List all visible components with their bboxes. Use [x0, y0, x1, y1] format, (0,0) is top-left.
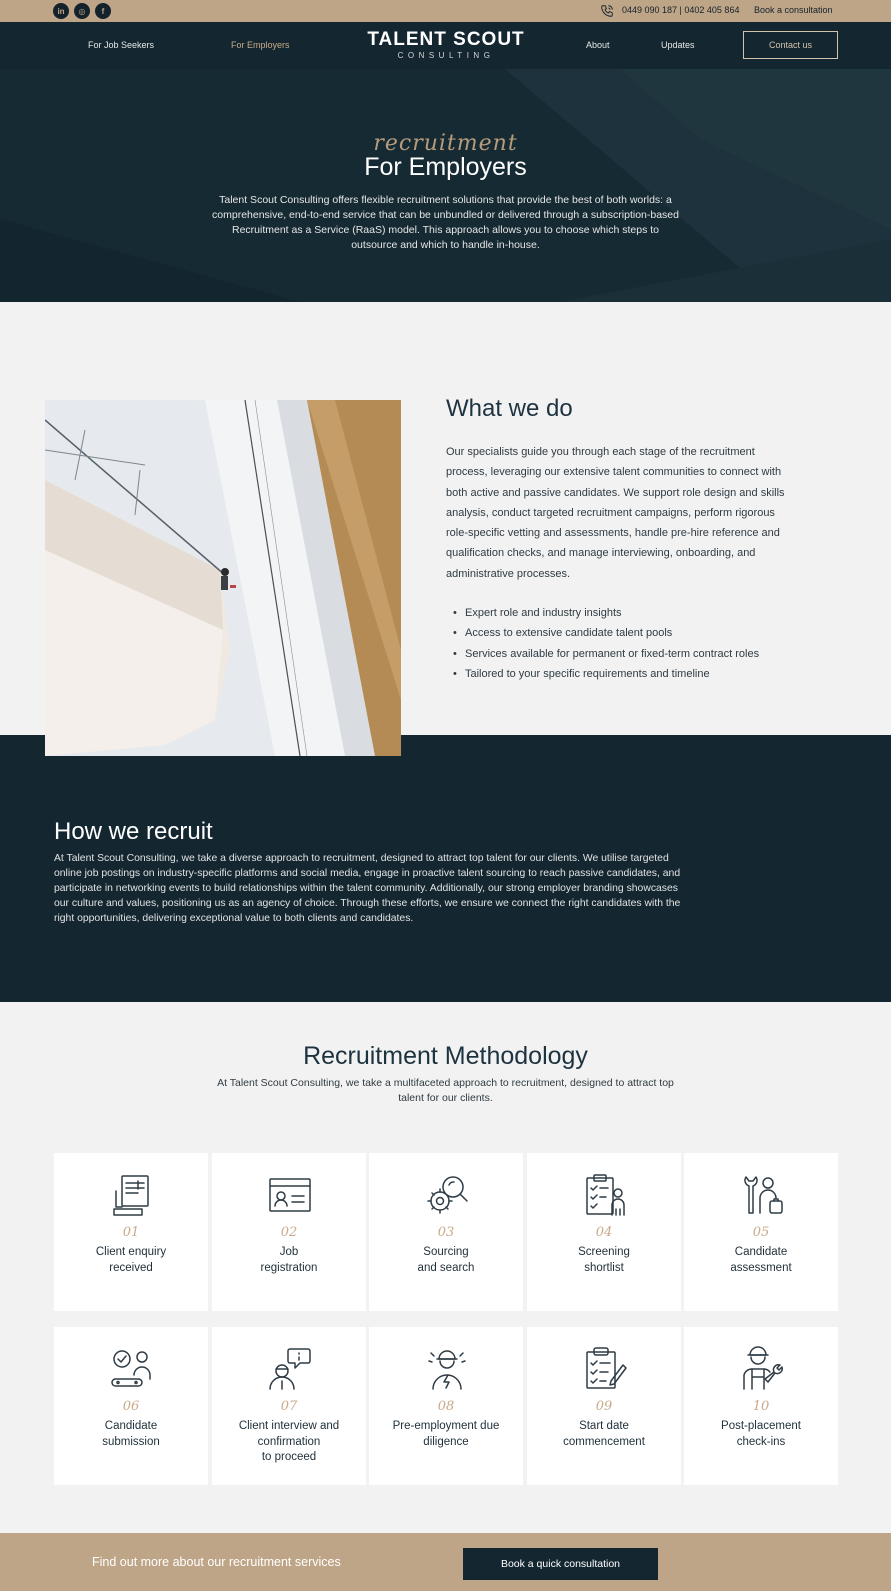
phone-numbers[interactable]: 0449 090 187 | 0402 405 864 [622, 5, 740, 15]
hero-background-image [0, 69, 891, 302]
step-label: Sourcing and search [417, 1246, 475, 1274]
cta-footer [0, 1533, 891, 1591]
list-item: • Expert role and industry insights [446, 603, 796, 623]
page-title: For Employers [364, 153, 527, 181]
list-item: • Tailored to your specific requirements and timeline [446, 664, 796, 684]
step-number: 02 [280, 1225, 298, 1240]
book-consultation-link[interactable]: Book a consultation [754, 5, 833, 15]
what-we-do-text: Our specialists guide you through each stage of the recruitment process, leveraging our extensive talent communities to connect with both active and passive candidates. We support role design and skills analysis, conduct targeted recruitment campaigns, perform rigorous role-specific vetting and assessments, handle pre-hire reference and qualification checks, and manage interviewing, onboarding, and administrative processes. [446, 446, 785, 580]
approved-person-icon [108, 1345, 156, 1393]
step-label: Pre-employment due diligence [392, 1420, 500, 1448]
step-label: Start date commencement [563, 1420, 645, 1448]
methodology-step-card [684, 1153, 838, 1311]
clipboard-person-icon [581, 1171, 629, 1219]
methodology-step-card [684, 1327, 838, 1485]
hero-description: Talent Scout Consulting offers flexible recruitment solutions that provide the best of both worlds: a comprehensive, end-to-end service that can be unbundled or delivered through a subscription-based Recruitment as a Service (RaaS) model. This approach allows you to choose which steps to outsource and which to handle in-house. [212, 194, 679, 251]
methodology-step-card [54, 1153, 208, 1311]
worker-icon [423, 1345, 471, 1393]
how-we-recruit-section [0, 735, 891, 1002]
step-label: Job registration [260, 1246, 318, 1274]
nav-employers[interactable]: For Employers [231, 40, 290, 50]
book-quick-consultation-button[interactable]: Book a quick consultation [463, 1548, 658, 1580]
step-number: 03 [437, 1225, 455, 1240]
facebook-icon[interactable]: f [95, 3, 111, 19]
step-number: 06 [122, 1399, 140, 1414]
hero-section [0, 69, 891, 302]
phone-icon [600, 4, 614, 18]
how-we-recruit-title: How we recruit [54, 818, 213, 845]
logo-subtitle: CONSULTING [397, 51, 495, 60]
how-we-recruit-text: At Talent Scout Consulting, we take a diverse approach to recruitment, designed to attract top talent for our clients. We utilise targeted online job postings on industry-specific platforms and social media, engage in proactive talent sourcing to reach passive candidates, and participate in networking events to build relationships within the talent community. Additionally, our strong employer branding showcases our culture and values, positioning us as an agency of choice. Through these efforts, we ensure we connect the right candidates with the right opportunities, delivering exceptional value to both clients and candidates. [54, 853, 681, 924]
logo-title[interactable]: TALENT SCOUT [367, 29, 525, 50]
instagram-icon[interactable]: ◎ [74, 3, 90, 19]
step-label: Post-placement check-ins [721, 1420, 801, 1448]
hero-script-text: recruitment [373, 131, 518, 156]
what-we-do-title: What we do [446, 395, 573, 422]
what-we-do-list [446, 603, 796, 684]
methodology-step-card [527, 1153, 681, 1311]
step-number: 10 [752, 1399, 770, 1414]
stairwell-photo [45, 400, 401, 756]
linkedin-icon[interactable]: in [53, 3, 69, 19]
checklist-pen-icon [581, 1345, 629, 1393]
methodology-step-card [369, 1327, 523, 1485]
nav-about[interactable]: About [586, 40, 610, 50]
step-number: 01 [122, 1225, 140, 1240]
step-number: 04 [595, 1225, 613, 1240]
main-nav [0, 22, 891, 69]
nav-updates[interactable]: Updates [661, 40, 695, 50]
methodology-title: Recruitment Methodology [303, 1042, 588, 1070]
top-bar [0, 0, 891, 22]
step-number: 09 [595, 1399, 613, 1414]
cta-text: Find out more about our recruitment services [92, 1555, 341, 1569]
step-label: Client enquiry received [95, 1246, 167, 1274]
contact-us-button[interactable]: Contact us [743, 31, 838, 59]
step-label: Client interview and confirmation to proceed [238, 1420, 340, 1463]
step-number: 08 [437, 1399, 455, 1414]
step-number: 07 [280, 1399, 298, 1414]
document-icon [108, 1171, 156, 1219]
nav-job-seekers[interactable]: For Job Seekers [88, 40, 155, 50]
methodology-step-card [54, 1327, 208, 1485]
list-item: • Access to extensive candidate talent pools [446, 623, 796, 643]
step-label: Screening shortlist [578, 1246, 630, 1274]
id-card-icon [266, 1171, 314, 1219]
handyman-icon [738, 1345, 786, 1393]
interview-icon [266, 1345, 314, 1393]
tools-person-icon [738, 1171, 786, 1219]
methodology-step-card [212, 1153, 366, 1311]
methodology-step-card [369, 1153, 523, 1311]
methodology-step-card [527, 1327, 681, 1485]
methodology-step-card [212, 1327, 366, 1485]
step-label: Candidate assessment [730, 1246, 792, 1274]
gear-search-icon [423, 1171, 471, 1219]
list-item: • Services available for permanent or fixed-term contract roles [446, 644, 796, 664]
step-number: 05 [752, 1225, 770, 1240]
methodology-subtitle: At Talent Scout Consulting, we take a multifaceted approach to recruitment, designed to attract top talent for our clients. [217, 1077, 674, 1104]
step-label: Candidate submission [102, 1420, 160, 1448]
